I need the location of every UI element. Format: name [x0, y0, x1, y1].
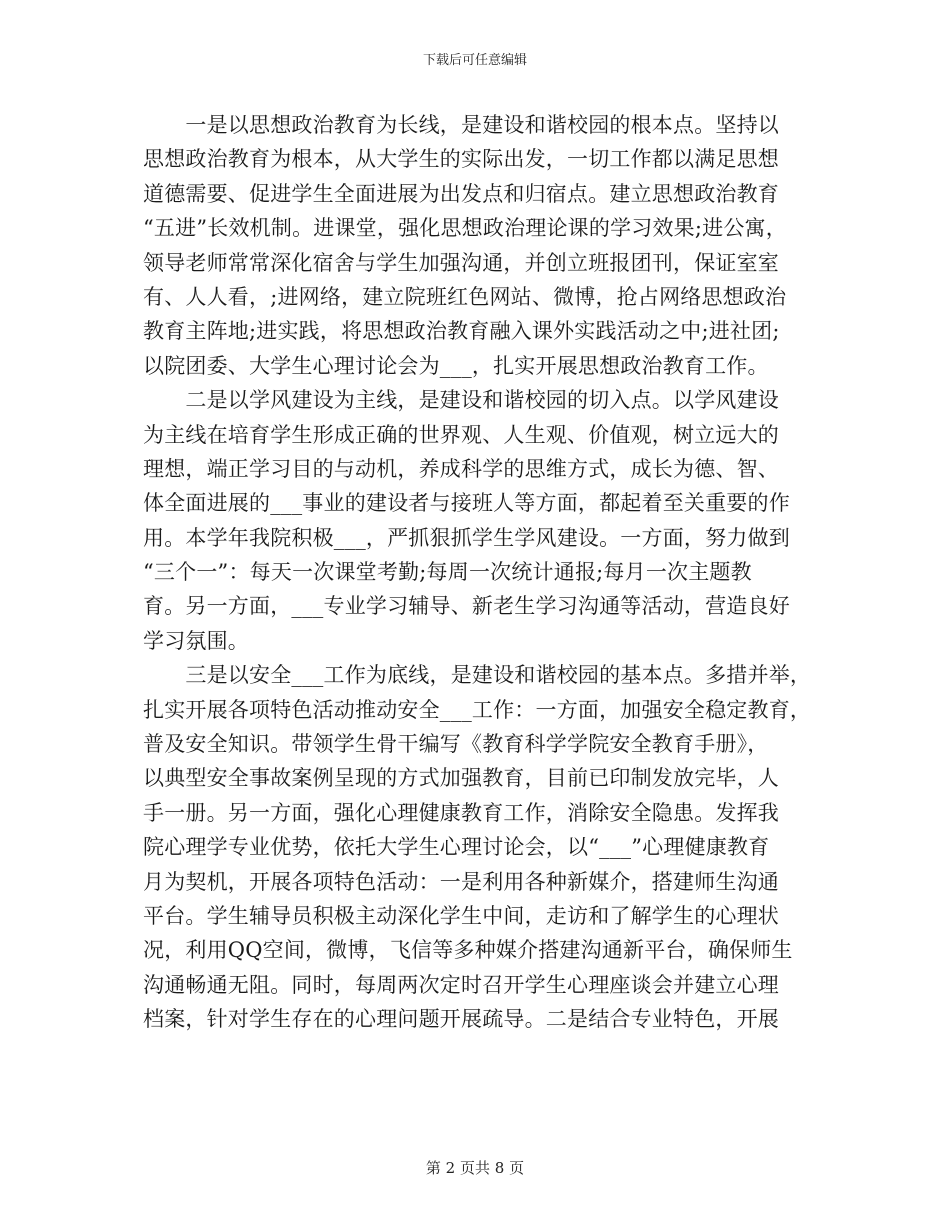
text-line: 学习氛围。	[143, 628, 249, 653]
paragraph-ideological-education	[143, 108, 813, 383]
text-line: “五进”长效机制。进课堂，强化思想政治理论课的学习效果;进公寓，	[143, 216, 787, 241]
text-line: 理想，端正学习目的与动机，养成科学的思维方式，成长为德、智、	[143, 456, 779, 481]
text-line: 体全面进展的___事业的建设者与接班人等方面，都起着至关重要的作	[143, 491, 790, 516]
text-line: 以院团委、大学生心理讨论会为___，扎实开展思想政治教育工作。	[143, 353, 769, 378]
text-line: “三个一”：每天一次课堂考勤;每周一次统计通报;每月一次主题教	[143, 560, 752, 585]
text-line: 教育主阵地;进实践，将思想政治教育融入课外实践活动之中;进社团;	[143, 319, 780, 344]
text-line: 三是以安全___工作为底线，是建设和谐校园的基本点。多措并举，	[143, 663, 812, 688]
text-line: 以典型安全事故案例呈现的方式加强教育，目前已印制发放完毕，人	[143, 766, 779, 791]
text-line: 思想政治教育为根本，从大学生的实际出发，一切工作都以满足思想	[143, 147, 779, 172]
page-footer: 第 2 页共 8 页	[425, 1159, 525, 1177]
paragraph-study-style	[143, 383, 813, 658]
text-line: 沟通畅通无阻。同时，每周两次定时召开学生心理座谈会并建立心理	[143, 972, 779, 997]
text-line: 有、人人看，;进网络，建立院班红色网站、微博，抢占网络思想政治	[143, 284, 787, 309]
text-line: 普及安全知识。带领学生骨干编写《教育科学学院安全教育手册》，	[143, 732, 769, 757]
text-line: 月为契机，开展各项特色活动：一是利用各种新媒介，搭建师生沟通	[143, 869, 779, 894]
paragraph-safety	[143, 658, 813, 1036]
text-line: 一是以思想政治教育为长线，是建设和谐校园的根本点。坚持以	[143, 113, 779, 137]
text-line: 为主线在培育学生形成正确的世界观、人生观、价值观，树立远大的	[143, 422, 779, 447]
text-line: 手一册。另一方面，强化心理健康教育工作，消除安全隐患。发挥我	[143, 800, 779, 825]
text-line: 平台。学生辅导员积极主动深化学生中间，走访和了解学生的心理状	[143, 903, 779, 928]
text-line: 院心理学专业优势，依托大学生心理讨论会，以“___”心理健康教育	[143, 835, 770, 860]
document-body	[143, 108, 813, 1037]
text-line: 档案，针对学生存在的心理问题开展疏导。二是结合专业特色，开展	[143, 1007, 779, 1032]
text-line: 况，利用QQ空间，微博，飞信等多种媒介搭建沟通新平台，确保师生	[143, 938, 793, 963]
text-line: 育。另一方面，___专业学习辅导、新老生学习沟通等活动，营造良好	[143, 594, 790, 619]
text-line: 道德需要、促进学生全面进展为出发点和归宿点。建立思想政治教育	[143, 181, 779, 206]
text-line: 二是以学风建设为主线，是建设和谐校园的切入点。以学风建设	[143, 388, 779, 413]
page-header: 下载后可任意编辑	[422, 53, 527, 68]
text-line: 扎实开展各项特色活动推动安全___工作：一方面，加强安全稳定教育，	[143, 697, 812, 722]
text-line: 用。本学年我院积极___，严抓狠抓学生学风建设。一方面，努力做到	[143, 525, 790, 550]
text-line: 领导老师常常深化宿舍与学生加强沟通，并创立班报团刊，保证室室	[143, 250, 779, 275]
